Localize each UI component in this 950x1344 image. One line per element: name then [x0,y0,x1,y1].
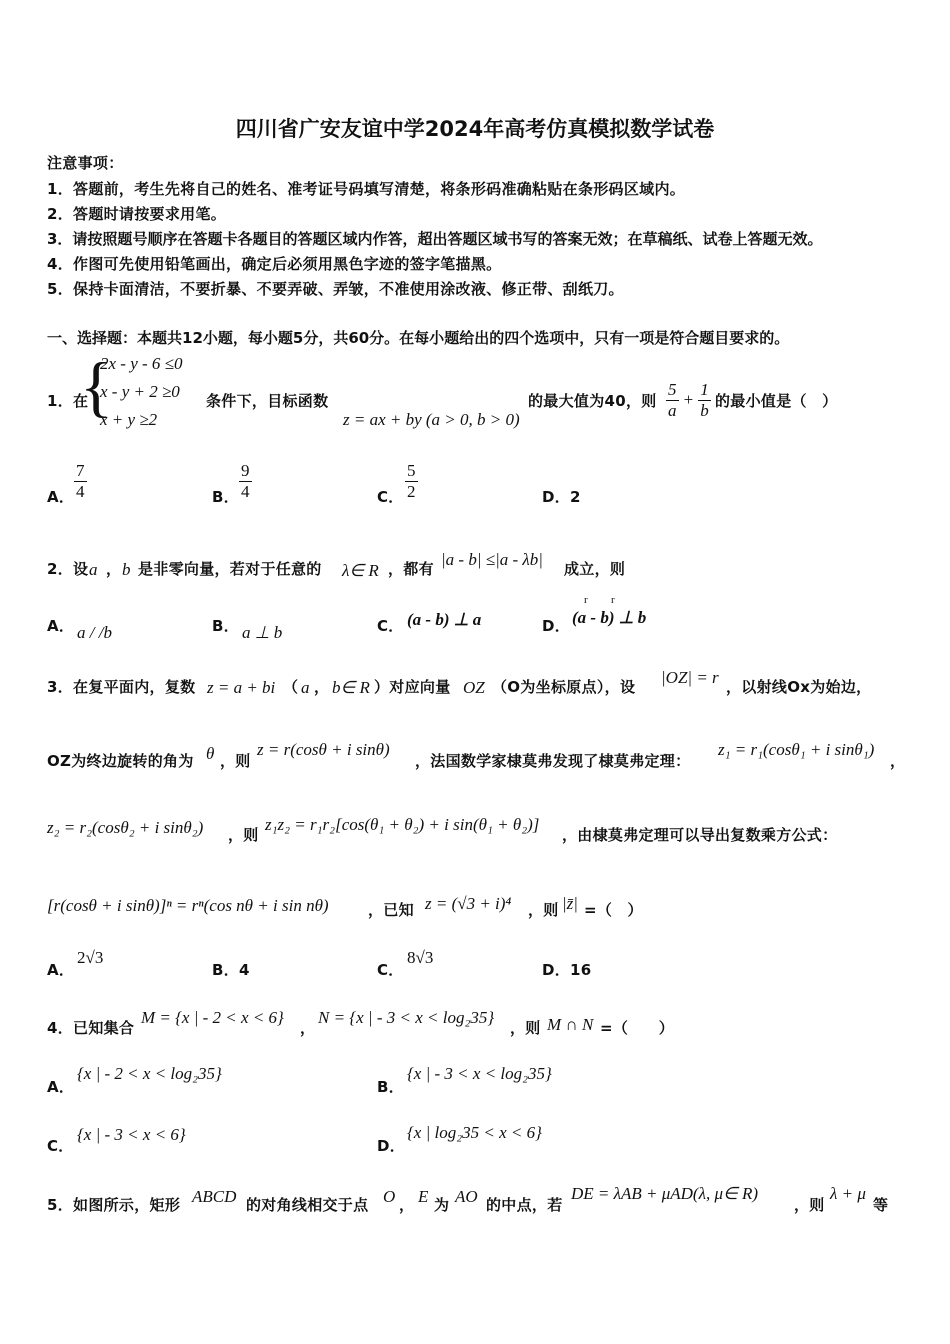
notice-item: 5．保持卡面清洁，不要折暴、不要弄破、弄皱，不准使用涂改液、修正带、刮纸刀。 [47,280,624,298]
option-d: D．16 [542,961,592,979]
option-c-value: {x | - 3 < x < 6} [77,1125,186,1144]
q1-text: 条件下，目标函数 [206,392,329,410]
option-b-value: {x | - 3 < x < log₂35} [407,1064,552,1083]
notice-heading: 注意事项： [47,154,124,172]
option-b-value: a ⊥ b [242,623,283,642]
constraint-system [100,350,183,434]
option-d-value: (a - b) ⊥ b [572,608,647,627]
q1-number: 1．在 [47,392,89,410]
objective-function: z = ax + by (a > 0, b > 0) [343,410,520,429]
fraction: $\frac{5}{a}$ [668,380,677,420]
option-label: A． [47,488,75,506]
option-label: B． [377,1078,405,1096]
option-label: C． [377,617,404,635]
option-label: C． [377,961,404,979]
option-a-value: a / /b [77,623,112,642]
q2-text: 是非零向量，若对于任意的 [138,560,322,578]
notice-item: 3．请按照题号顺序在答题卡各题目的答题区域内作答，超出答题区域书写的答案无效；在草稿纸、试卷上答题无效。 [47,230,823,248]
q1-text: 的最小值是（ ） [715,392,838,410]
notice-item: 2．答题时请按要求用笔。 [47,205,227,223]
q2-text: ，都有 [388,560,434,578]
fraction: $\frac{1}{b}$ [700,380,709,420]
vector-a: a [89,560,98,579]
option-c-value: 8√3 [407,948,434,967]
option-label: B． [212,617,240,635]
option-b-value: $\frac{9}{4}$ [241,461,250,501]
option-a-value: $\frac{7}{4}$ [76,461,85,501]
q2-text: 2．设 [47,560,89,578]
option-label: C． [47,1137,74,1155]
notice-item: 4．作图可先使用铅笔画出，确定后必须用黑色字迹的签字笔描黑。 [47,255,502,273]
option-label: A． [47,617,75,635]
constraint: x - y + 2 ≥0 [100,382,180,401]
constraint: 2x - y - 6 ≤0 [100,354,183,373]
option-c-value: $\frac{5}{2}$ [407,461,416,501]
option-b: B．4 [212,961,250,979]
option-label: D． [377,1137,406,1155]
option-label: B． [212,488,240,506]
inequality: |a - b| ≤|a - λb| [441,550,543,569]
option-a-value: 2√3 [77,948,104,967]
option-a-value: {x | - 2 < x < log₂35} [77,1064,222,1083]
option-label: A． [47,961,75,979]
page-title: 四川省广安友谊中学2024年高考仿真模拟数学试卷 [235,117,715,141]
option-label: D． [542,617,571,635]
option-label: C． [377,488,404,506]
notice-item: 1．答题前，考生先将自己的姓名、准考证号码填写清楚，将条形码准确粘贴在条形码区域内。 [47,180,686,198]
lambda-condition: λ∈ R [342,561,379,580]
constraint: x + y ≥2 [100,410,158,429]
option-c-value: (a - b) ⊥ a [407,610,482,629]
section-heading: 一、选择题：本题共12小题，每小题5分，共60分。在每小题给出的四个选项中，只有一项是符合题目要求的。 [47,329,790,347]
q2-text: 成立，则 [564,560,626,578]
q1-text: 的最大值为40，则 [528,392,657,410]
option-d: D．2 [542,488,581,506]
q1-expression: $\frac{5}{a}$ + $\frac{1}{b}$ [668,380,709,420]
option-label: A． [47,1078,75,1096]
vector-b: b [122,560,131,579]
system-brace: { [80,348,113,424]
option-d-value: {x | log₂35 < x < 6} [407,1123,542,1142]
